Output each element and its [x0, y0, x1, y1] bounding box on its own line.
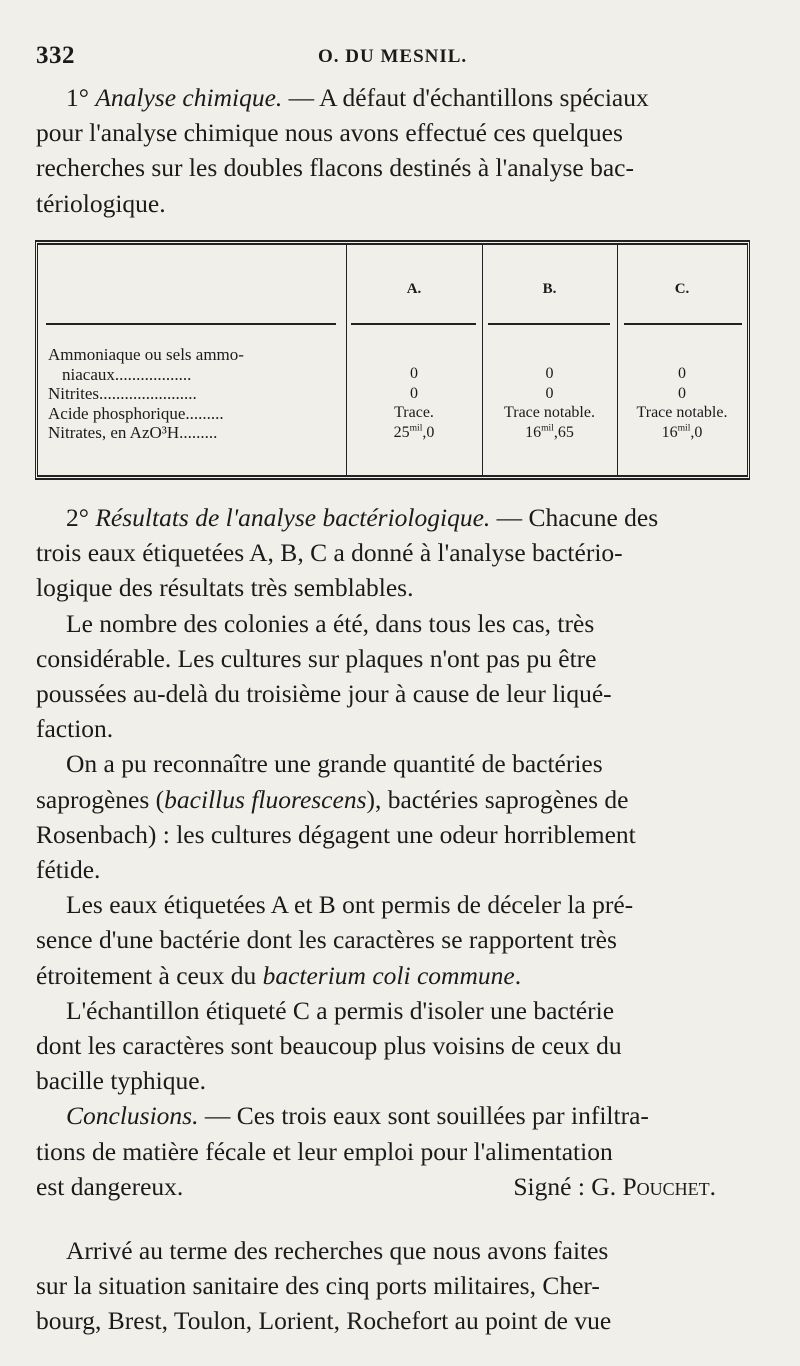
table-column-c [617, 364, 747, 442]
text-run: L'échantillon étiqueté C a permis d'isoler une bactérie [66, 995, 615, 1025]
section-chemical-analysis [36, 80, 764, 221]
text-line [36, 186, 764, 221]
table-header-a: A. [406, 281, 422, 297]
text-line [36, 641, 764, 676]
page [36, 38, 764, 70]
text-line [36, 115, 764, 150]
running-title: O. DU MESNIL. [318, 46, 468, 67]
text-run: dont les caractères sont beaucoup plus voisins de ceux du [36, 1031, 622, 1061]
text-line [36, 746, 764, 781]
table-cell: 0 [410, 365, 418, 382]
page-number: 332 [36, 42, 75, 69]
italic-text: bacillus fluorescens [164, 784, 367, 814]
text-run: logique des résultats très semblables. [36, 573, 414, 603]
text-run: poussées au-delà du troisième jour à cause de leur liqué- [36, 679, 612, 709]
text-line [36, 80, 764, 115]
section-bacteriological-results [36, 500, 764, 1204]
text-run: 1° [66, 83, 96, 112]
italic-text: Conclusions. [66, 1101, 199, 1131]
row-label: niacaux.................. [62, 364, 192, 384]
row-label: Ammoniaque ou sels ammo- [48, 345, 244, 364]
text-run: pour l'analyse chimique nous avons effectué ces quelques [36, 118, 623, 148]
table-cell: 0 [410, 384, 418, 402]
italic-text: Résultats de l'analyse bactériologique. [95, 503, 491, 532]
text-line [36, 1028, 764, 1063]
text-line [36, 993, 764, 1028]
table-cell: 0 [678, 384, 686, 402]
text-run: trois eaux étiquetées A, B, C a donné à l'analyse bactério- [36, 538, 623, 568]
table-header-rule [624, 323, 742, 325]
text-run: sence d'une bactérie dont les caractères se rapportent très [36, 925, 617, 955]
text-run: fétide. [36, 855, 101, 885]
text-line [36, 852, 764, 887]
text-run: saprogènes ( [36, 784, 165, 814]
text-line [36, 606, 764, 641]
table-cell: 0 [545, 365, 554, 382]
text-line [36, 711, 764, 746]
table-cell: $16^{mil},65$ [525, 422, 574, 441]
row-label: Nitrates, en AzO³H......... [48, 423, 218, 442]
text-run: Rosenbach) : les cultures dégagent une odeur horriblement [36, 819, 636, 849]
text-line [36, 817, 764, 852]
italic-text: Analyse chimique. [95, 83, 283, 112]
text-run: recherches sur les doubles flacons destinés à l'analyse bac- [36, 153, 634, 183]
table-cell: 0 [545, 384, 554, 402]
text-run: est dangereux. [36, 1171, 184, 1201]
table-header-rule [46, 323, 336, 325]
text-run: Les eaux étiquetées A et B ont permis de déceler la pré- [66, 890, 634, 920]
section-conclusion-paragraph [36, 1233, 764, 1339]
text-line [36, 958, 764, 993]
table-cell: Trace. [394, 404, 434, 421]
table-cell: Trace notable. [504, 404, 595, 421]
text-line [36, 500, 764, 535]
table-header-c: C. [674, 281, 690, 297]
text-line [36, 676, 764, 711]
text-run: — Ces trois eaux sont souillées par infiltra- [198, 1101, 649, 1131]
table-column-b [482, 364, 617, 442]
text-line [36, 1169, 764, 1204]
text-run: 2° [66, 503, 96, 532]
text-line [36, 535, 764, 570]
row-label: Nitrites....................... [48, 384, 197, 403]
row-label: Acide phosphorique......... [48, 403, 224, 423]
table-header-rule [351, 323, 476, 325]
text-line [36, 1063, 764, 1098]
text-line [36, 1098, 764, 1133]
text-run: sur la situation sanitaire des cinq ports militaires, Cher- [36, 1271, 600, 1301]
text-run: — Chacune des [490, 503, 659, 532]
text-line [36, 782, 764, 817]
text-run: ), bactéries saprogènes de [366, 784, 629, 814]
text-run: . [514, 960, 522, 990]
text-line [36, 150, 764, 185]
paragraph-text [36, 500, 764, 1204]
text-line [36, 1233, 764, 1268]
text-line [36, 887, 764, 922]
text-run: — A défaut d'échantillons spéciaux [282, 83, 649, 112]
text-run: Le nombre des colonies a été, dans tous les cas, très [66, 608, 595, 638]
table-header-rule [488, 323, 610, 325]
table-cell: 0 [678, 365, 686, 382]
table-header-b: B. [542, 281, 557, 297]
table-row-labels [48, 345, 244, 443]
text-run: tions de matière fécale et leur emploi pour l'alimentation [36, 1136, 613, 1166]
text-line [36, 922, 764, 957]
signature: Signé : G. Pouchet. [513, 1171, 716, 1201]
text-run: Arrivé au terme des recherches que nous avons faites [66, 1236, 609, 1265]
text-line [36, 570, 764, 605]
paragraph-text [36, 80, 764, 221]
text-run: bacille typhique. [36, 1066, 206, 1096]
text-line [36, 1303, 764, 1338]
text-line [36, 1268, 764, 1303]
text-run: considérable. Les cultures sur plaques n'ont pas pu être [36, 643, 597, 673]
table-cell: $25^{mil},0$ [393, 422, 435, 441]
text-run: faction. [36, 714, 114, 744]
analysis-table [35, 240, 750, 480]
text-run: étroitement à ceux du [36, 960, 263, 990]
text-run: tériologique. [36, 188, 166, 218]
table-cell: Trace notable. [636, 404, 728, 421]
table-cell: $16^{mil},0$ [661, 422, 703, 441]
text-run: bourg, Brest, Toulon, Lorient, Rochefort au point de vue [36, 1306, 612, 1336]
table-column-a [346, 364, 482, 442]
paragraph-text [36, 1233, 764, 1339]
text-line [36, 1134, 764, 1169]
running-head [36, 38, 764, 70]
text-run: On a pu reconnaître une grande quantité de bactéries [66, 749, 603, 779]
italic-text: bacterium coli commune [262, 960, 515, 990]
